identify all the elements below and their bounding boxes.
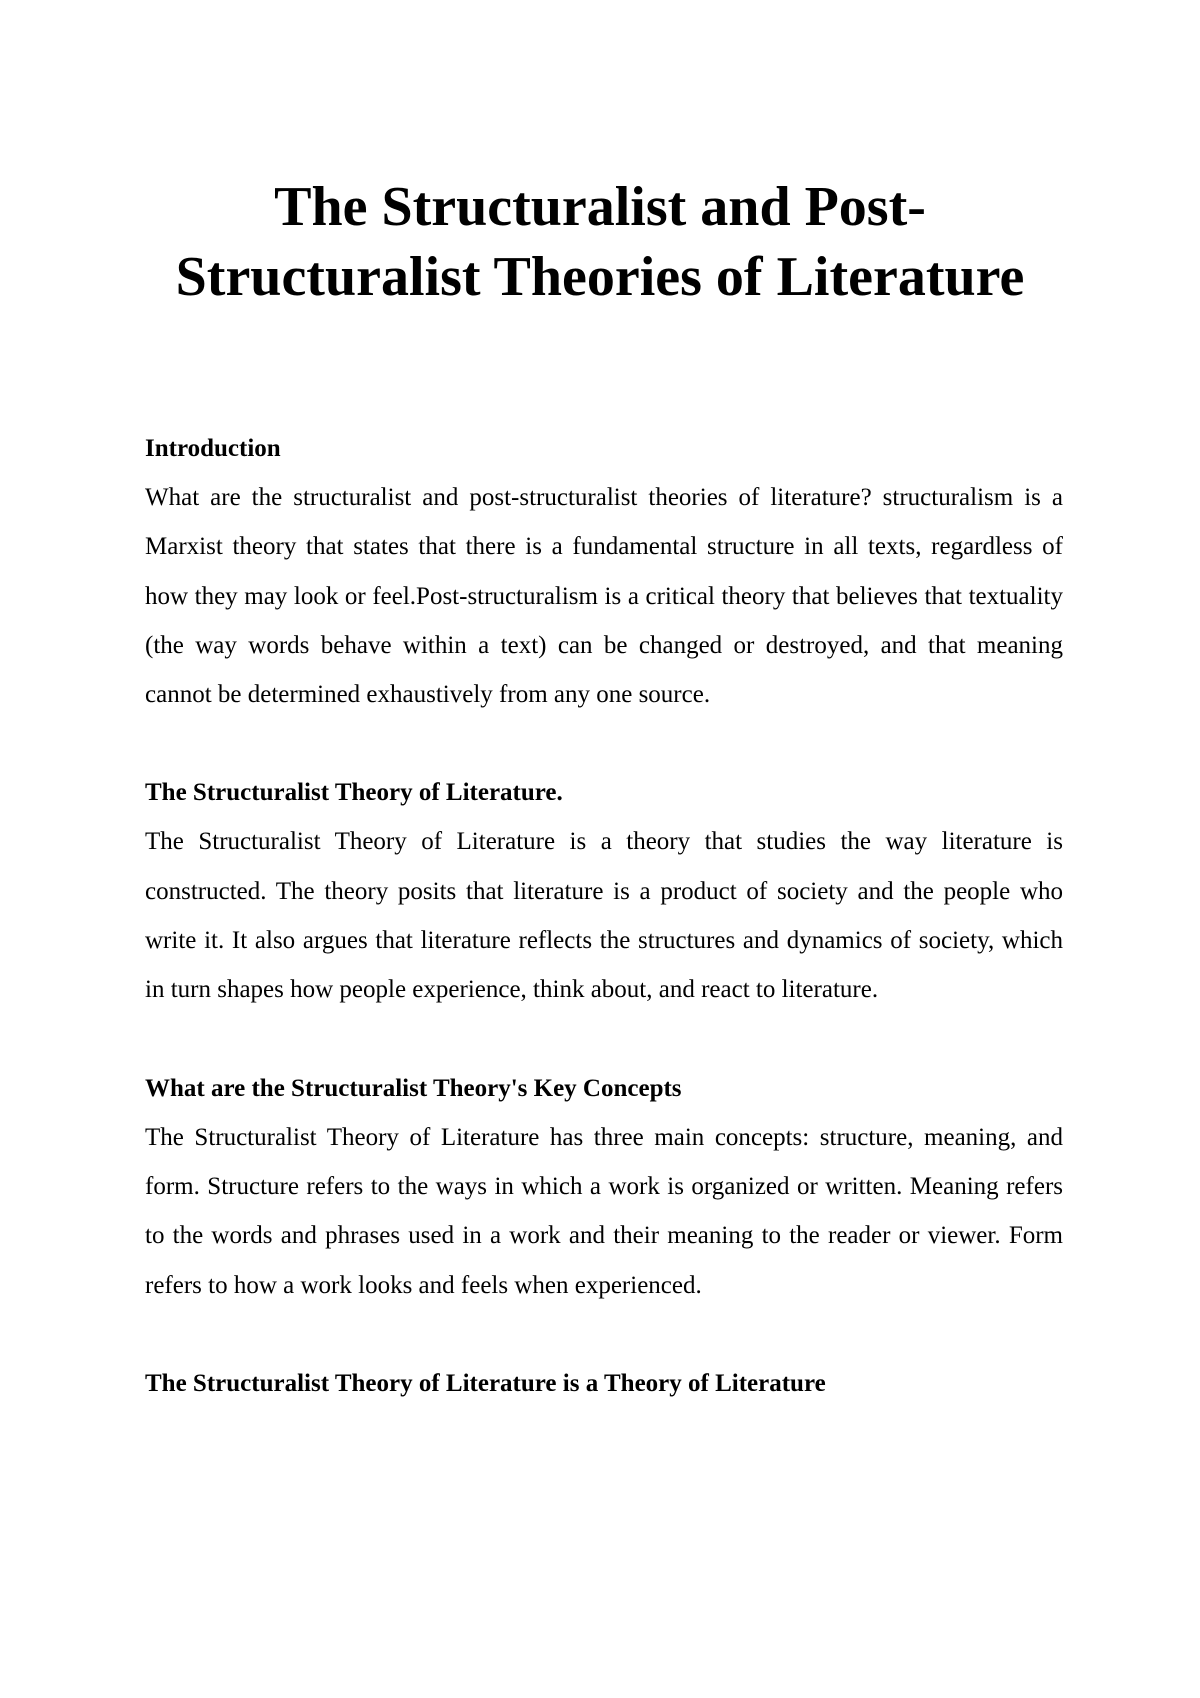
section-heading-introduction: Introduction <box>145 435 281 462</box>
title-line-2: Structuralist Theories of Literature <box>175 246 1025 308</box>
section-body-key-concepts: The Structuralist Theory of Literature has three main concepts: structure, meaning, and form. Structure refers to the ways in which a work is organized or written. Meaning refers to the words and phrases used in a work and their meaning to the reader or viewer. Form refers to how a work looks and feels when experienced. <box>145 1123 1063 1299</box>
section-spacer <box>145 1310 1063 1359</box>
section-heading-key-concepts: What are the Structuralist Theory's Key Concepts <box>145 1074 682 1102</box>
section-body-introduction: What are the structuralist and post-structuralist theories of literature? structuralism is a Marxist theory that states that there is a fundamental structure in all texts, regardless of how they may look or feel.Post-structuralism is a critical theory that believes that textuality (the way words behave within a text) can be changed or destroyed, and that meaning cannot be determined exhaustively from any one source. <box>145 484 1063 709</box>
section-spacer <box>145 719 1063 768</box>
section-body-structuralist-theory: The Structuralist Theory of Literature is a theory that studies the way literature is constructed. The theory posits that literature is a product of society and the people who write it. It also argues that literature reflects the structures and dynamics of society, which in turn shapes how people experience, think about, and react to literature. <box>145 828 1063 1004</box>
section-heading-theory-of-literature: The Structuralist Theory of Literature is a Theory of Literature <box>145 1369 826 1397</box>
title-line-1: The Structuralist and Post- <box>274 176 926 238</box>
document-title <box>100 172 1100 312</box>
section-heading-structuralist-theory: The Structuralist Theory of Literature. <box>145 779 563 807</box>
document-body <box>145 424 1063 1408</box>
section-spacer <box>145 1015 1063 1064</box>
